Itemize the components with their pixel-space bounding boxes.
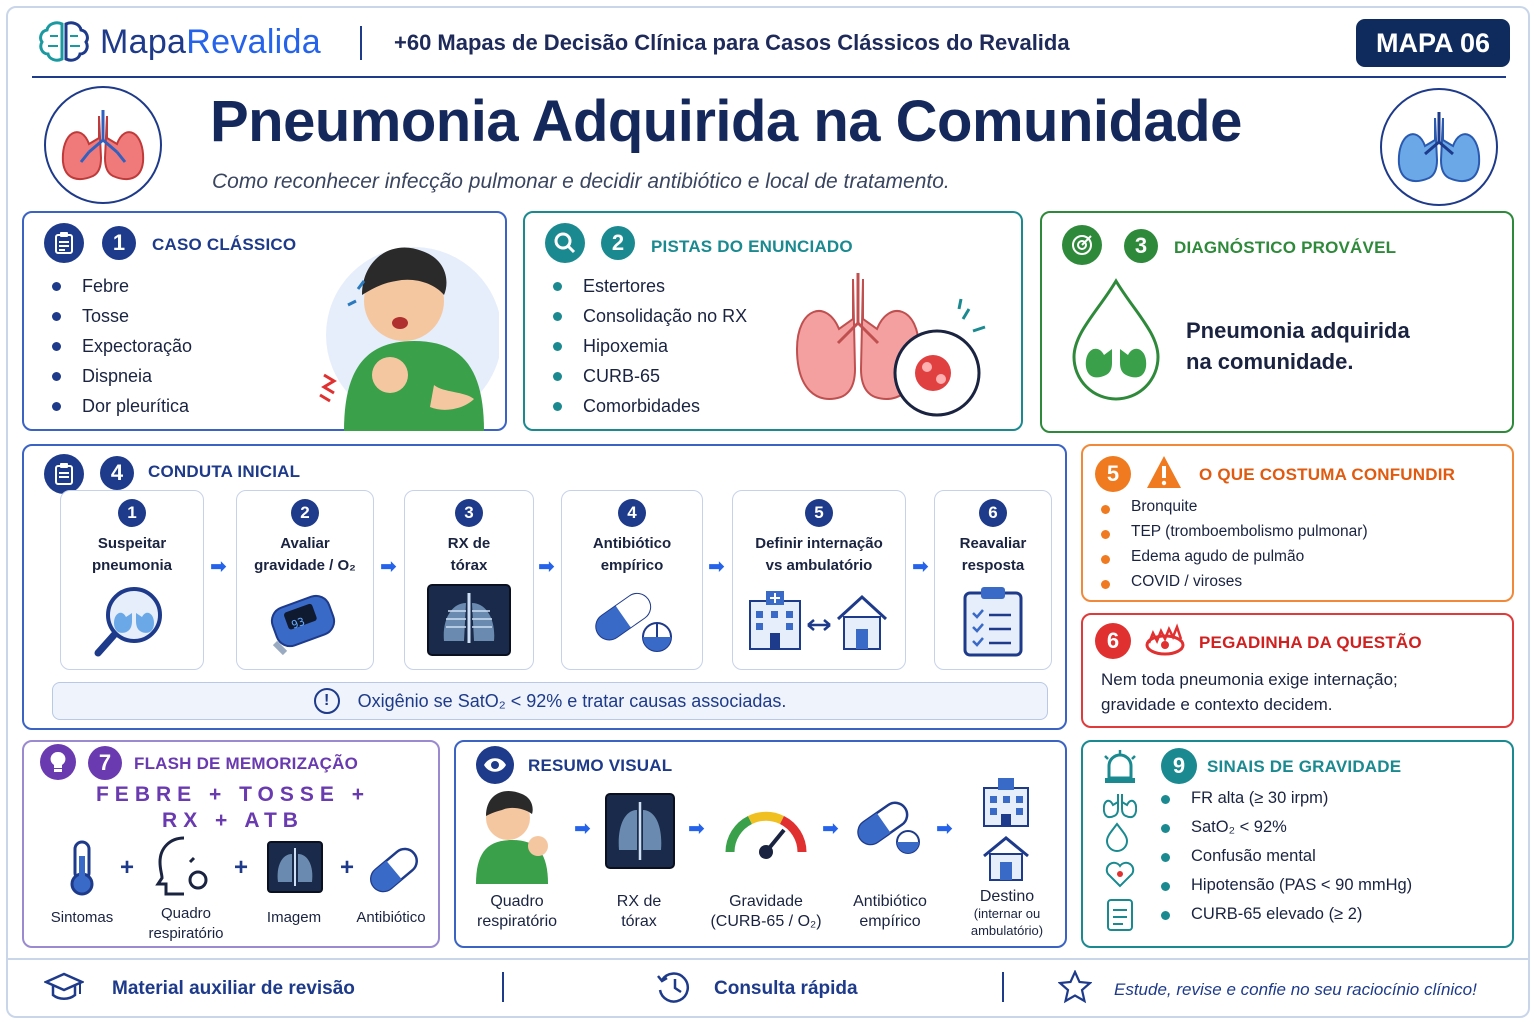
list-item: Edema agudo de pulmão: [1099, 544, 1368, 569]
oximeter-reading: 93: [289, 614, 307, 632]
clock-icon: [656, 970, 692, 1004]
pill-icon: [587, 583, 677, 655]
list-item: Febre: [50, 271, 192, 301]
step-label: Reavaliar: [959, 535, 1027, 552]
list-item: Hipotensão (PAS < 90 mmHg): [1159, 871, 1412, 900]
lungs-icon: [1104, 794, 1136, 817]
step-label: RX de: [447, 535, 491, 552]
step-card: [561, 490, 703, 670]
brand-part2: Revalida: [186, 22, 321, 61]
plus-sign: +: [120, 854, 135, 881]
list-item: Estertores: [551, 271, 747, 301]
flash-label: Quadro respiratório: [148, 905, 224, 942]
siren-icon: [1101, 748, 1139, 784]
summary-label-line: (CURB-65 / O₂): [710, 913, 822, 930]
thermometer-icon: [64, 838, 100, 896]
header-rule: [32, 76, 1506, 78]
step-number: 1: [118, 499, 146, 527]
list-item: Dor pleurítica: [50, 391, 192, 421]
coughing-patient-illustration: [304, 225, 499, 431]
pill-icon: [854, 794, 924, 860]
step-label: vs ambulatório: [765, 557, 873, 574]
diagnosis-line1: Pneumonia adquirida: [1186, 318, 1410, 343]
step-number: 6: [979, 499, 1007, 527]
step-card: [236, 490, 374, 670]
clue-list: [551, 271, 747, 421]
step-label: resposta: [961, 557, 1025, 574]
card-resumo-visual: [454, 740, 1067, 948]
blue-lungs-badge: [1380, 88, 1498, 206]
footer-center: Consulta rápida: [714, 978, 858, 999]
card-gravidade: [1081, 740, 1514, 948]
arrow-icon: ➡: [688, 818, 705, 840]
list-item: SatO₂ < 92%: [1159, 813, 1412, 842]
step-label: Definir internação: [755, 535, 883, 552]
section-title: FLASH DE MEMORIZAÇÃO: [134, 754, 359, 773]
list-item: Consolidação no RX: [551, 301, 747, 331]
arrow-icon: ➡: [822, 818, 839, 840]
summary-label-line: Gravidade: [729, 893, 803, 910]
summary-label-line: RX de: [616, 893, 662, 910]
infected-lungs-illustration: [787, 269, 1012, 419]
xray-icon: [426, 583, 512, 657]
differential-list: [1099, 494, 1368, 594]
arrow-icon: ➡: [210, 556, 227, 578]
lungs-icon: [59, 106, 147, 184]
section-number: 4: [100, 456, 134, 490]
section-title: DIAGNÓSTICO PROVÁVEL: [1174, 238, 1397, 257]
section-title: RESUMO VISUAL: [528, 756, 673, 775]
summary-label: [838, 892, 942, 932]
summary-label: [952, 888, 1062, 939]
symptom-list: [50, 271, 192, 421]
summary-label-line: empírico: [859, 913, 921, 930]
list-item: COVID / viroses: [1099, 569, 1368, 594]
list-item: Hipoxemia: [551, 331, 747, 361]
checklist-icon: [961, 585, 1025, 657]
section-title: SINAIS DE GRAVIDADE: [1207, 757, 1402, 776]
coughing-head-icon: [154, 834, 210, 898]
graduation-cap-icon: [44, 972, 84, 1004]
summary-label-line: respiratório: [476, 913, 558, 930]
diagnosis-text: [1186, 315, 1410, 377]
step-label: gravidade / O₂: [254, 557, 356, 574]
step-label: Avaliar: [280, 535, 330, 552]
trap-icon: [1143, 623, 1187, 657]
brand-logo: [38, 20, 321, 64]
plus-sign: +: [340, 854, 355, 881]
section-number: 5: [1095, 456, 1131, 492]
section-number: 3: [1124, 229, 1158, 263]
brain-icon: [38, 20, 90, 64]
xray-icon: [266, 840, 324, 894]
lung-drop-icon: [1068, 277, 1164, 401]
step-card: [60, 490, 204, 670]
summary-label-line: (internar ou: [973, 906, 1041, 921]
page-title: Pneumonia Adquirida na Comunidade: [210, 89, 1242, 154]
list-item: FR alta (≥ 30 irpm): [1159, 784, 1412, 813]
target-icon: [1062, 225, 1102, 265]
section-title: CASO CLÁSSICO: [152, 235, 297, 254]
card-pegadinha: [1081, 613, 1514, 728]
list-item: Tosse: [50, 301, 192, 331]
lungs-icon: [1395, 108, 1483, 186]
search-icon: [545, 223, 585, 263]
card-flash: [22, 740, 440, 948]
list-item: Dispneia: [50, 361, 192, 391]
flash-label: Sintomas: [50, 909, 114, 926]
trap-line2: gravidade e contexto decidem.: [1101, 695, 1333, 714]
xray-icon: [604, 792, 676, 870]
checklist-icon: [1108, 900, 1132, 930]
arrow-icon: ➡: [380, 556, 397, 578]
capsule-icon: [364, 842, 424, 898]
oxygen-note: [52, 682, 1048, 720]
step-number: 5: [805, 499, 833, 527]
step-label: pneumonia: [91, 557, 172, 574]
list-item: Confusão mental: [1159, 842, 1412, 871]
section-number: 1: [102, 226, 136, 260]
summary-label: [462, 892, 572, 932]
footer-right: Estude, revise e confie no seu raciocínio clínico!: [1114, 980, 1477, 999]
eye-icon: [476, 746, 514, 784]
summary-label: [702, 892, 830, 932]
list-item: TEP (tromboembolismo pulmonar): [1099, 519, 1368, 544]
step-label: Antibiótico: [592, 535, 672, 552]
summary-label-line: tórax: [621, 913, 657, 930]
hospital-home-icon: [744, 587, 894, 653]
step-number: 3: [455, 499, 483, 527]
note-text: Oxigênio se SatO₂ < 92% e tratar causas associadas.: [357, 690, 787, 711]
step-number: 2: [291, 499, 319, 527]
step-label: empírico: [600, 557, 664, 574]
card-conduta-inicial: [22, 444, 1067, 730]
warning-icon: [1145, 454, 1183, 490]
step-number: 4: [618, 499, 646, 527]
section-number: 2: [601, 226, 635, 260]
oximeter-icon: [265, 583, 345, 659]
list-item: Comorbidades: [551, 391, 747, 421]
flash-label: Imagem: [266, 909, 322, 926]
red-lungs-badge: [44, 86, 162, 204]
flash-label: Antibiótico: [356, 909, 426, 926]
list-item: CURB-65: [551, 361, 747, 391]
section-number: 7: [88, 746, 122, 780]
arrow-icon: ➡: [936, 818, 953, 840]
card-confundir: [1081, 444, 1514, 602]
mnemonic-line2: RX + ATB: [162, 809, 304, 832]
card-caso-classico: [22, 211, 507, 431]
section-title: PEGADINHA DA QUESTÃO: [1199, 633, 1422, 652]
step-card: [934, 490, 1052, 670]
footer-separator: [1002, 972, 1004, 1002]
o2-drop-icon: [1107, 824, 1127, 851]
page-subtitle: Como reconhecer infecção pulmonar e decidir antibiótico e local de tratamento.: [212, 170, 950, 193]
list-item: Expectoração: [50, 331, 192, 361]
step-card: [404, 490, 534, 670]
trap-line1: Nem toda pneumonia exige internação;: [1101, 670, 1398, 689]
header-tagline: +60 Mapas de Decisão Clínica para Casos Clássicos do Revalida: [394, 30, 1070, 55]
hospital-home-icon: [978, 776, 1034, 884]
mnemonic-line1: FEBRE + TOSSE +: [95, 783, 370, 806]
summary-label: [594, 892, 684, 932]
summary-label-line: Antibiótico: [853, 893, 927, 910]
summary-label-line: Quadro: [490, 893, 544, 910]
footer-left: Material auxiliar de revisão: [112, 978, 355, 999]
brand-part1: Mapa: [100, 22, 187, 61]
mnemonic: [24, 782, 442, 834]
section-number: 9: [1161, 748, 1197, 784]
plus-sign: +: [234, 854, 249, 881]
step-label: Suspeitar: [97, 535, 167, 552]
step-label: tórax: [450, 557, 488, 574]
star-icon: [1058, 970, 1092, 1004]
severity-icons: [1103, 790, 1137, 940]
severity-gauge-icon: [720, 796, 812, 862]
list-item: CURB-65 elevado (≥ 2): [1159, 900, 1412, 929]
clipboard-icon: [44, 454, 84, 494]
section-title: PISTAS DO ENUNCIADO: [651, 237, 853, 256]
section-number: 6: [1095, 623, 1131, 659]
header-separator: [360, 26, 362, 60]
card-diagnostico: [1040, 211, 1514, 433]
magnifier-lungs-icon: [92, 583, 172, 659]
card-pistas: [523, 211, 1023, 431]
clipboard-icon: [44, 223, 84, 263]
list-item: Bronquite: [1099, 494, 1368, 519]
diagnosis-line2: na comunidade.: [1186, 349, 1354, 374]
severity-list: [1159, 784, 1412, 929]
section-title: CONDUTA INICIAL: [148, 462, 301, 481]
summary-label-line: ambulatório): [970, 923, 1044, 938]
summary-label-line: Destino: [979, 888, 1035, 905]
coughing-patient-icon: [472, 786, 558, 884]
lightbulb-icon: [40, 744, 76, 780]
arrow-icon: ➡: [912, 556, 929, 578]
arrow-icon: ➡: [574, 818, 591, 840]
footer-separator: [502, 972, 504, 1002]
step-card: [732, 490, 906, 670]
heart-icon: [1107, 863, 1133, 886]
footer-rule: [8, 958, 1528, 960]
map-badge: MAPA 06: [1356, 19, 1510, 67]
arrow-icon: ➡: [708, 556, 725, 578]
section-title: O QUE COSTUMA CONFUNDIR: [1199, 465, 1456, 484]
info-icon: !: [314, 688, 340, 714]
trap-text: [1101, 667, 1398, 717]
arrow-icon: ➡: [538, 556, 555, 578]
